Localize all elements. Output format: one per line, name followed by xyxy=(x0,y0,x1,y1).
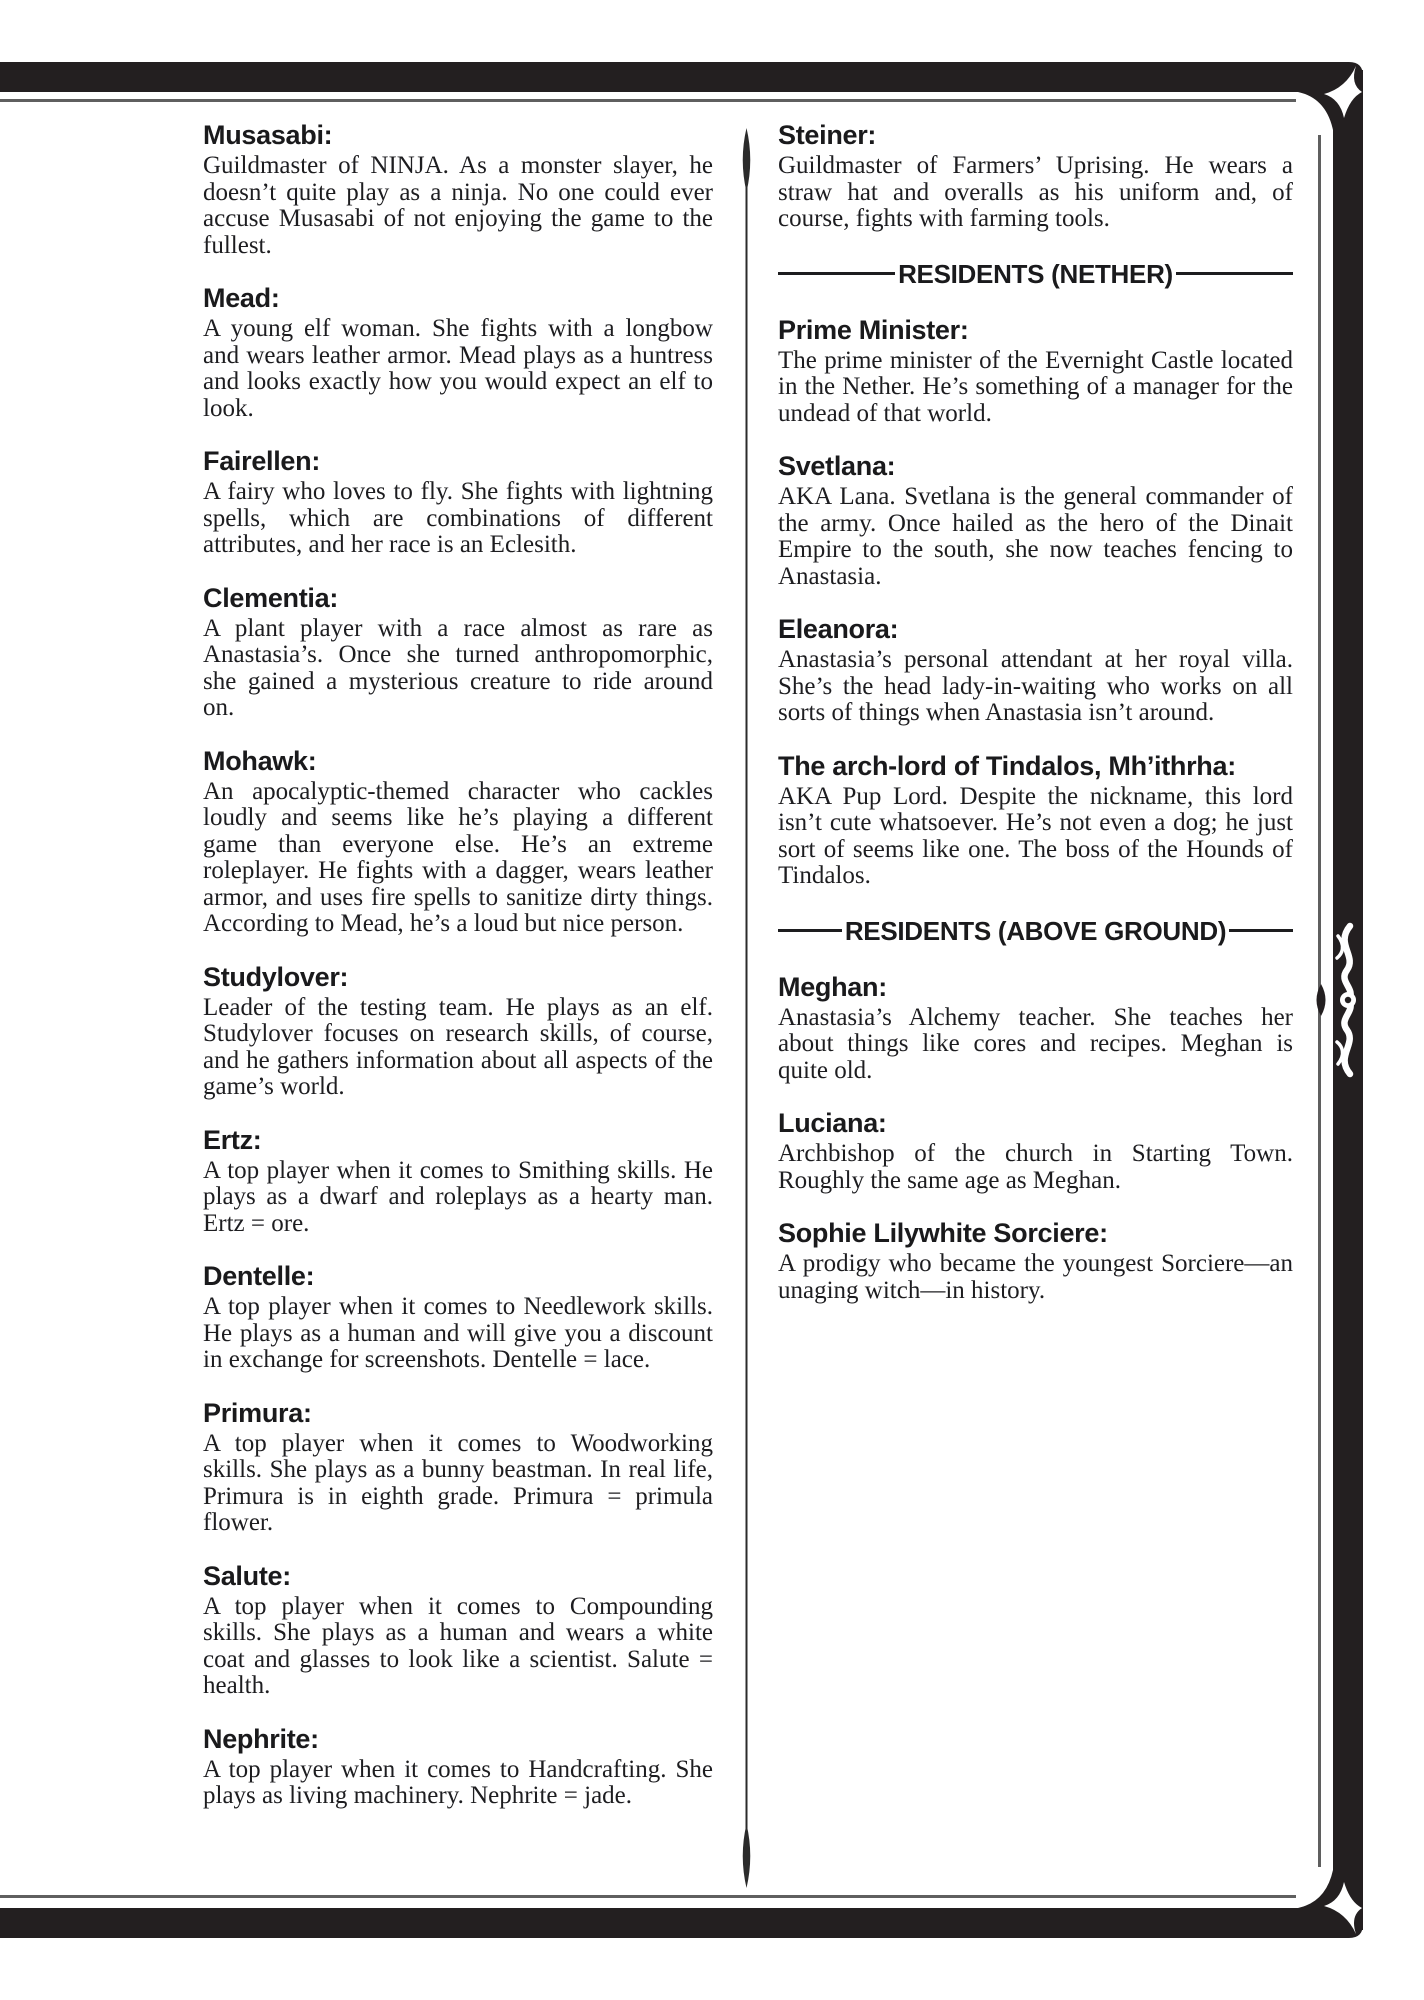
section-header-residents-above-ground xyxy=(778,916,1293,946)
header-rule-right xyxy=(1176,272,1293,275)
entry-description: A young elf woman. She fights with a longbow and wears leather armor. Mead plays as a huntress and looks exactly how you would expect an elf to look. xyxy=(203,315,713,422)
entry-name: Studylover: xyxy=(203,961,349,992)
entry-name: Dentelle: xyxy=(203,1261,315,1291)
divider-bottom-finial-icon xyxy=(743,1824,751,1888)
entry-description: A top player when it comes to Needlework skills. He plays as a human and will give you a discount in exchange for screenshots. Dentelle = lace. xyxy=(203,1293,713,1373)
entry-name: Fairellen: xyxy=(203,446,321,476)
header-rule-right xyxy=(1229,929,1293,932)
entry-name: Ertz: xyxy=(203,1124,262,1155)
glossary-entry-salute xyxy=(203,1561,713,1700)
right-border-filigree-icon xyxy=(1317,926,1357,1074)
entry-name: Eleanora: xyxy=(778,614,899,644)
bottom-border-bar xyxy=(0,1908,1363,1938)
entry-description: AKA Pup Lord. Despite the nickname, this lord isn’t cute whatsoever. He’s not even a dog; he just sort of seems like one. The boss of the Hounds of Tindalos. xyxy=(778,782,1293,889)
entry-name: Steiner: xyxy=(778,120,877,150)
bottom-hairline-rule xyxy=(0,1895,1296,1898)
right-column xyxy=(778,120,1293,1328)
entry-name: Meghan: xyxy=(778,971,887,1002)
entry-name: The arch-lord of Tindalos, Mh’ithrha: xyxy=(778,750,1236,781)
glossary-entry-studylover xyxy=(203,962,713,1101)
glossary-entry-steiner xyxy=(778,120,1293,233)
glossary-entry-mohawk xyxy=(203,746,713,938)
divider-top-finial-icon xyxy=(743,128,751,192)
entry-description: The prime minister of the Evernight Castle located in the Nether. He’s something of a manager for the undead of that world. xyxy=(778,346,1293,427)
bottom-corner-sparkle-icon xyxy=(1324,1882,1362,1934)
entry-name: Salute: xyxy=(203,1560,291,1591)
top-border-bar xyxy=(0,62,1363,92)
entry-description: A top player when it comes to Smithing skills. He plays as a dwarf and roleplays as a hearty man. Ertz = ore. xyxy=(203,1156,713,1237)
glossary-entry-sophie-lilywhite-sorciere xyxy=(778,1218,1293,1304)
entry-name: Mead: xyxy=(203,283,280,313)
entry-description: A plant player with a race almost as rare as Anastasia’s. Once she turned anthropomorphic, she gained a mysterious creature to ride around on. xyxy=(203,614,713,721)
header-rule-left xyxy=(778,929,842,932)
glossary-entry-prime-minister xyxy=(778,315,1293,428)
glossary-entry-meghan xyxy=(778,972,1293,1085)
glossary-entry-fairellen xyxy=(203,446,713,559)
section-title: RESIDENTS (NETHER) xyxy=(898,258,1173,289)
glossary-entry-svetlana xyxy=(778,451,1293,590)
glossary-entry-arch-lord-of-tindalos xyxy=(778,751,1293,890)
entry-name: Prime Minister: xyxy=(778,314,969,345)
entry-name: Mohawk: xyxy=(203,745,317,776)
entry-name: Clementia: xyxy=(203,582,339,613)
header-rule-left xyxy=(778,272,895,275)
entry-name: Sophie Lilywhite Sorciere: xyxy=(778,1218,1108,1248)
entry-name: Primura: xyxy=(203,1397,312,1428)
entry-description: A top player when it comes to Handcrafting. She plays as living machinery. Nephrite = jade. xyxy=(203,1755,713,1809)
entry-description: A top player when it comes to Compounding skills. She plays as a human and wears a white coat and glasses to look like a scientist. Salute = health. xyxy=(203,1592,713,1699)
glossary-entry-eleanora xyxy=(778,614,1293,727)
bottom-right-corner-fillet xyxy=(1298,1870,1333,1908)
glossary-entry-dentelle xyxy=(203,1261,713,1374)
entry-name: Musasabi: xyxy=(203,120,333,150)
entry-description: A fairy who loves to fly. She fights with lightning spells, which are combinations of different attributes, and her race is an Eclesith. xyxy=(203,478,713,558)
top-corner-sparkle-icon xyxy=(1324,66,1362,118)
right-hairline-rule xyxy=(1318,135,1321,1867)
glossary-entry-ertz xyxy=(203,1125,713,1238)
section-title: RESIDENTS (ABOVE GROUND) xyxy=(844,915,1227,946)
entry-description: A top player when it comes to Woodworking skills. She plays as a bunny beastman. In real life, Primura is in eighth grade. Primura = primula flower. xyxy=(203,1429,713,1536)
section-header-residents-nether xyxy=(778,259,1293,289)
glossary-entry-clementia xyxy=(203,583,713,722)
entry-name: Svetlana: xyxy=(778,451,896,481)
top-right-corner-fillet xyxy=(1298,92,1333,130)
entry-description: Guildmaster of NINJA. As a monster slayer, he doesn’t quite play as a ninja. No one could ever accuse Musasabi of not enjoying the game to the fullest. xyxy=(203,152,713,259)
right-border-bar xyxy=(1333,70,1363,1930)
entry-description: Anastasia’s Alchemy teacher. She teaches her about things like cores and recipes. Meghan is quite old. xyxy=(778,1003,1293,1084)
entry-description: AKA Lana. Svetlana is the general commander of the army. Once hailed as the hero of the Dinait Empire to the south, she now teaches fencing to Anastasia. xyxy=(778,483,1293,590)
left-column xyxy=(203,120,713,1834)
entry-description: A prodigy who became the youngest Sorciere—an unaging witch—in history. xyxy=(778,1250,1293,1304)
glossary-entry-primura xyxy=(203,1398,713,1537)
glossary-entry-musasabi xyxy=(203,120,713,259)
entry-description: Archbishop of the church in Starting Town. Roughly the same age as Meghan. xyxy=(778,1140,1293,1194)
entry-name: Nephrite: xyxy=(203,1723,319,1754)
column-divider xyxy=(743,128,751,1888)
glossary-entry-luciana xyxy=(778,1108,1293,1194)
entry-description: Anastasia’s personal attendant at her royal villa. She’s the head lady-in-waiting who works on all sorts of things when Anastasia isn’t around. xyxy=(778,646,1293,726)
glossary-entry-nephrite xyxy=(203,1724,713,1810)
entry-description: An apocalyptic-themed character who cackles loudly and seems like he’s playing a different game than everyone else. He’s an extreme roleplayer. He fights with a dagger, wears leather armor, and uses fire spells to sanitize dirty things. According to Mead, he’s a loud but nice person. xyxy=(203,777,713,937)
entry-description: Leader of the testing team. He plays as an elf. Studylover focuses on research skills, of course, and he gathers information about all aspects of the game’s world. xyxy=(203,993,713,1100)
entry-name: Luciana: xyxy=(778,1108,887,1138)
glossary-entry-mead xyxy=(203,283,713,422)
entry-description: Guildmaster of Farmers’ Uprising. He wears a straw hat and overalls as his uniform and, of course, fights with farming tools. xyxy=(778,152,1293,232)
top-hairline-rule xyxy=(0,99,1296,102)
